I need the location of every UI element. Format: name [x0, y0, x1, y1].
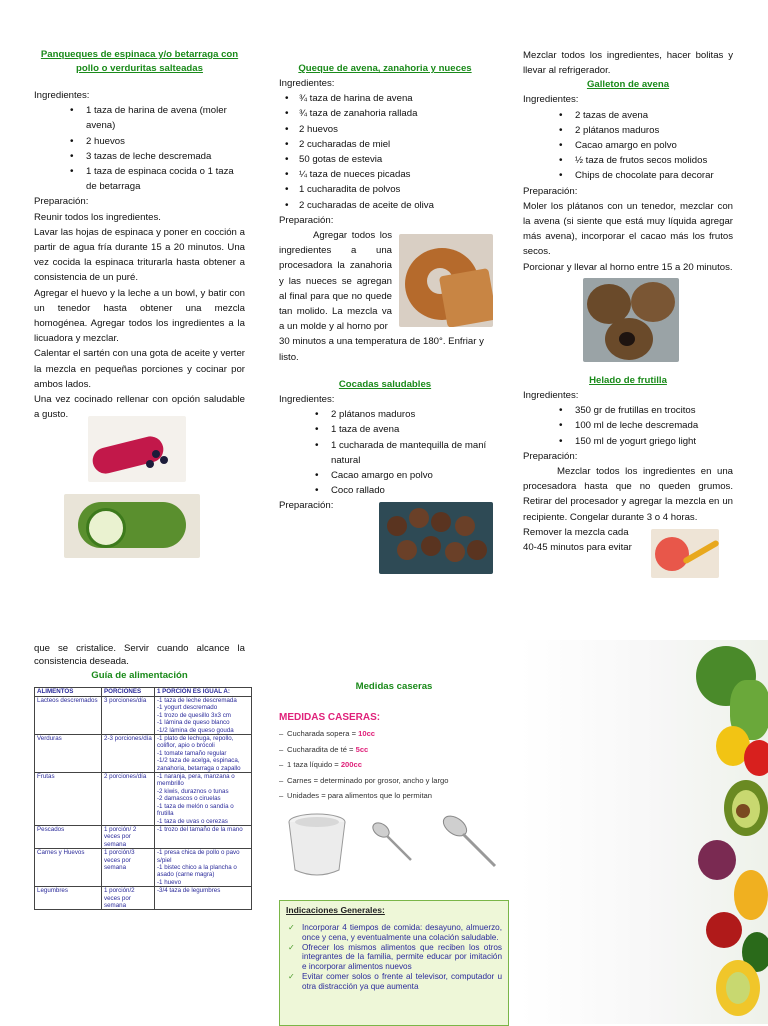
table-header: PORCIONES — [102, 688, 155, 697]
medidas-list — [279, 726, 509, 804]
food-guide-body — [35, 697, 252, 910]
table-row — [35, 887, 252, 910]
list-item: • 2 plátanos maduros — [279, 407, 491, 422]
beet-crepe-image — [88, 416, 186, 482]
list-item: – Carnes = determinado por grosor, ancho y largo — [279, 773, 509, 789]
ingredients-label: Ingredientes: — [279, 78, 335, 89]
ingredients-list — [34, 103, 245, 194]
prep-text: Una vez cocinado rellenar con opción saludable a gusto. — [34, 394, 245, 421]
list-item: • 350 gr de frutillas en trocitos — [523, 403, 733, 418]
list-item: • 1 cucharada de mantequilla de maní natural — [279, 438, 491, 468]
cup-and-spoons-illustration — [283, 808, 503, 882]
prep-label: Preparación: — [279, 214, 334, 226]
prep-label: Preparación: — [523, 185, 578, 197]
table-row — [35, 773, 252, 826]
table-row — [35, 735, 252, 773]
recipe-panqueques — [34, 48, 245, 422]
table-header: ALIMENTOS — [35, 688, 102, 697]
list-item: • Cacao amargo en polvo — [279, 468, 491, 483]
table-row — [35, 825, 252, 848]
ingredients-label: Ingredientes: — [34, 90, 90, 101]
table-cell-food: Legumbres — [35, 887, 102, 910]
prep-text: Remover la mezcla cada — [523, 526, 629, 538]
list-item: • 1 taza de harina de avena (moler avena) — [34, 103, 245, 133]
table-cell-portions: 1 porción/2 veces por semana — [102, 887, 155, 910]
recipe-galleton — [523, 48, 733, 275]
list-item: • 2 huevos — [34, 134, 245, 149]
table-cell-portions: 1 porción/3 veces por semana — [102, 849, 155, 887]
prep-text: 30 minutos a una temperatura de 180°. Enfriar y listo. — [279, 336, 484, 363]
table-cell-equivalent: -1 taza de leche descremada -1 yogurt descremado -1 trozo de quesillo 3x3 cm -1 lámina de queso blanco -1/2 lámina de queso gouda — [155, 697, 252, 735]
spinach-roll-image — [64, 494, 200, 558]
strawberry-ice-cream-image — [651, 529, 719, 578]
table-cell-food: Lacteos descremados — [35, 697, 102, 735]
medidas-title: Medidas caseras — [355, 681, 433, 692]
list-item: • 1 taza de avena — [279, 422, 491, 437]
table-cell-equivalent: -3/4 taza de legumbres — [155, 887, 252, 910]
list-item: • Chips de chocolate para decorar — [523, 168, 733, 183]
list-item: • Cacao amargo en polvo — [523, 138, 733, 153]
prep-label: Preparación: — [279, 500, 334, 512]
recipe-title: Galleton de avena — [586, 79, 670, 91]
prep-text: Reunir todos los ingredientes. — [34, 211, 161, 223]
food-guide-table — [34, 687, 252, 910]
fruit-decoration — [520, 640, 768, 1024]
table-row — [35, 849, 252, 887]
list-item: • ½ taza de frutos secos molidos — [523, 153, 733, 168]
recipe-title: Queque de avena, zanahoria y nueces — [298, 63, 472, 74]
list-item: • ¾ taza de harina de avena — [279, 91, 491, 106]
list-item: – Cucharadita de té = 5cc — [279, 742, 509, 758]
prep-text: Lavar las hojas de espinaca y poner en cocción a partir de agua fría durante 15 a 20 minutos. Una vez cocida la espinaca triturarla hasta obtener a consistencia de un puré. — [34, 226, 245, 284]
list-item: ✓ Ofrecer los mismos alimentos que reciben los otros integrantes de la familia, permite educar por imitación e incorporar alimentos nuevos — [280, 943, 502, 972]
recipe-cocadas — [279, 378, 491, 514]
list-item: – Cucharada sopera = 10cc — [279, 726, 509, 742]
recipe-title: Cocadas saludables — [338, 379, 432, 390]
recipe-title: Panqueques de espinaca y/o betarraga con pollo o verduritas salteadas — [40, 49, 239, 74]
list-item: – 1 taza líquido = 200cc — [279, 757, 509, 773]
prep-text: 40-45 minutos para evitar — [523, 542, 632, 554]
prep-text: Agregar el huevo y la leche a un bowl, y batir con un tenedor hasta obtener una mezcla homogénea. Agregar todos los ingredientes a la licuadora y mezclar. — [34, 287, 245, 345]
table-cell-portions: 2-3 porciones/día — [102, 735, 155, 773]
guide-title: Guía de alimentación — [91, 670, 188, 681]
recipe-title: Helado de frutilla — [589, 375, 667, 386]
ingredients-list — [279, 407, 491, 498]
table-cell-food: Carnes y Huevos — [35, 849, 102, 887]
table-header: 1 PORCIÓN ES IGUAL A: — [155, 688, 252, 697]
prep-text: Agregar todos los ingredientes a una procesadora la zanahoria y las nueces se agregan al final para que no quede tan molido. La mezcla va a un molde y al horno por — [279, 230, 392, 333]
indicaciones-title: Indicaciones Generales: — [286, 905, 385, 915]
table-cell-portions: 1 porción/ 2 veces por semana — [102, 825, 155, 848]
prep-text: Mezclar todos los ingredientes en una procesadora hasta que no queden grumos. Retirar del procesador y agregar la mezcla en un recipiente. Congelar durante 3 o 4 horas. — [523, 466, 733, 523]
list-item: • ¼ taza de nueces picadas — [279, 167, 491, 182]
ingredients-label: Ingredientes: — [523, 94, 579, 106]
medidas-heading: MEDIDAS CASERAS: — [279, 712, 381, 723]
list-item: • 2 tazas de avena — [523, 108, 733, 123]
list-item: • ¾ taza de zanahoria rallada — [279, 106, 491, 121]
prep-text: Calentar el sartén con una gota de aceite y verter la mezcla en pequeñas porciones y cocinar por ambos lados. — [34, 348, 245, 390]
ingredients-label: Ingredientes: — [523, 390, 579, 401]
helado-continuation: que se cristalice. Servir cuando alcance la consistencia deseada. — [34, 643, 245, 667]
medidas-panel — [279, 680, 509, 804]
table-cell-portions: 2 porciones/día — [102, 773, 155, 826]
bottom-left-panel — [34, 642, 245, 910]
ingredients-list — [523, 403, 733, 449]
ingredients-list — [279, 91, 491, 213]
list-item: • 2 cucharadas de aceite de oliva — [279, 198, 491, 213]
list-item: • 1 cucharadita de polvos — [279, 182, 491, 197]
list-item: – Unidades = para alimentos que lo permitan — [279, 788, 509, 804]
list-item: • 2 cucharadas de miel — [279, 137, 491, 152]
list-item: • 1 taza de espinaca cocida o 1 taza de betarraga — [34, 164, 245, 194]
list-item: • 100 ml de leche descremada — [523, 418, 733, 433]
list-item: • 150 ml de yogurt griego light — [523, 434, 733, 449]
oat-cookie-image — [583, 278, 679, 362]
indicaciones-list — [280, 923, 508, 992]
prep-label: Preparación: — [34, 196, 89, 208]
cocadas-prep-text: Mezclar todos los ingredientes, hacer bolitas y llevar al refrigerador. — [523, 50, 733, 77]
prep-text: Porcionar y llevar al horno entre 15 a 20 minutos. — [523, 261, 733, 273]
list-item: • 50 gotas de estevia — [279, 152, 491, 167]
ingredients-list — [523, 108, 733, 184]
list-item: • 2 plátanos maduros — [523, 123, 733, 138]
list-item: • 3 tazas de leche descremada — [34, 149, 245, 164]
carrot-cake-image — [399, 234, 493, 327]
ingredients-label: Ingredientes: — [279, 394, 335, 405]
table-cell-equivalent: -1 plato de lechuga, repollo, coliflor, apio o brócoli -1 tomate tamaño regular -1/2 taza de acelga, espinaca, zanahoria, betarraga o zapallo — [155, 735, 252, 773]
table-cell-equivalent: -1 presa chica de pollo o pavo s/piel -1 bistec chico a la plancha o asado (carne magra) -1 huevo — [155, 849, 252, 887]
prep-text: Moler los plátanos con un tenedor, mezclar con la avena (si siente que está muy líquida agregar más avena), incorporar el cacao más los frutos secos. — [523, 200, 733, 258]
list-item: ✓ Evitar comer solos o frente al televisor, computador u otra distracción ya que aumenta — [280, 972, 502, 992]
list-item: ✓ Incorporar 4 tiempos de comida: desayuno, almuerzo, once y cena, y eventualmente una colación saludable. — [280, 923, 502, 943]
prep-label: Preparación: — [523, 450, 578, 462]
list-item: • 2 huevos — [279, 122, 491, 137]
table-cell-equivalent: -1 trozo del tamaño de la mano — [155, 825, 252, 848]
table-cell-food: Verduras — [35, 735, 102, 773]
table-cell-food: Frutas — [35, 773, 102, 826]
cocadas-image — [379, 502, 493, 574]
table-cell-equivalent: -1 naranja, pera, manzana o membrillo -2 kiwis, duraznos o tunas -2 damascos o ciruelas -1 taza de melón o sandía o frutilla -1 taza de uvas o cerezas — [155, 773, 252, 826]
indicaciones-box — [279, 900, 509, 1026]
list-item: • Coco rallado — [279, 483, 491, 498]
table-cell-food: Pescados — [35, 825, 102, 848]
table-row — [35, 697, 252, 735]
table-header-row — [35, 688, 252, 697]
table-cell-portions: 3 porciones/día — [102, 697, 155, 735]
